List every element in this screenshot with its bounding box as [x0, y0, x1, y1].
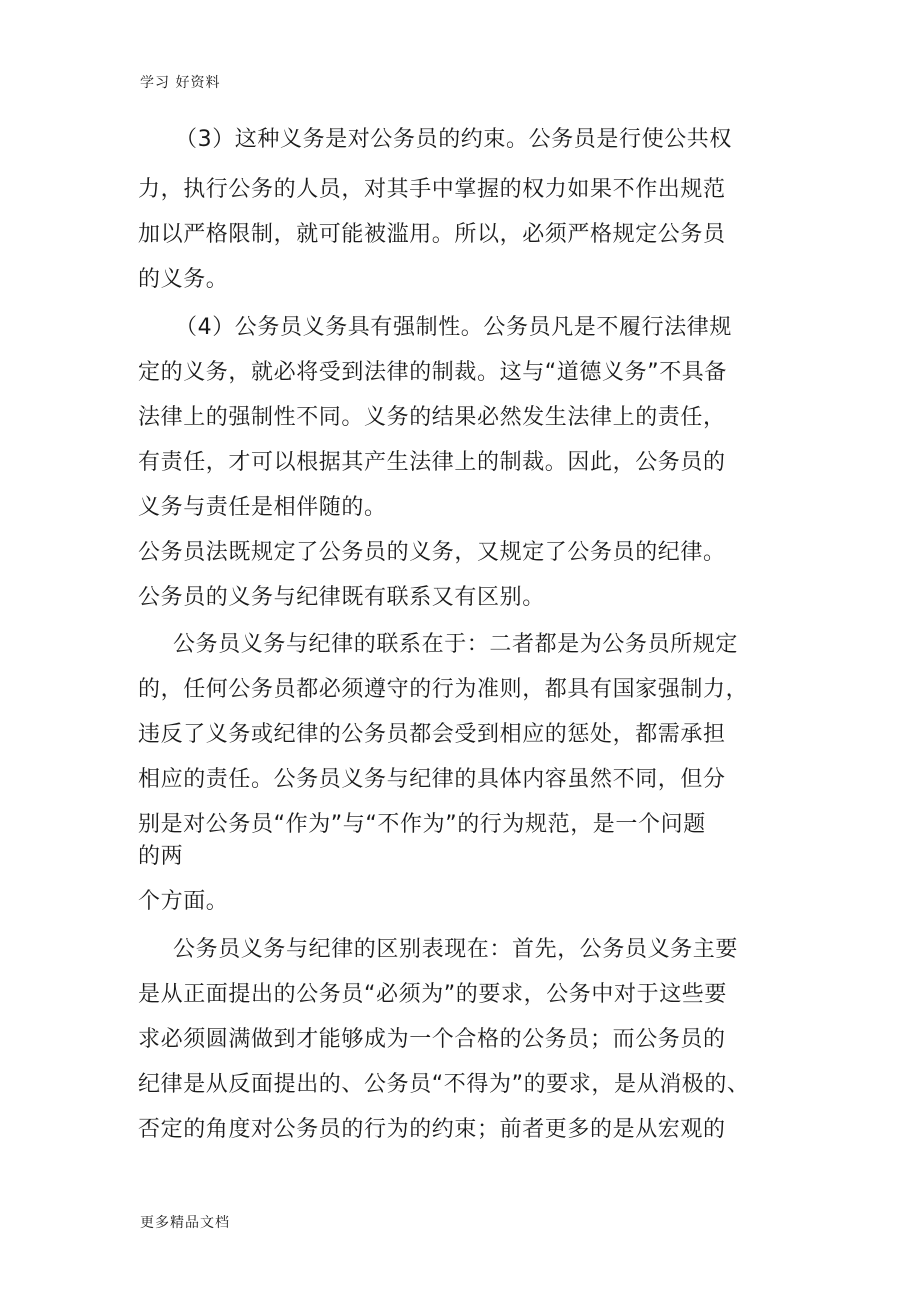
- text-line: 个方面。: [138, 889, 229, 914]
- text-line: 求必须圆满做到才能够成为一个合格的公务员；而公务员的: [138, 1027, 726, 1052]
- page-footer: 更多精品文档: [140, 1215, 230, 1231]
- page-header: 学习 好资料: [140, 75, 221, 91]
- text-line: 是从正面提出的公务员“必须为”的要求，公务中对于这些要: [138, 982, 727, 1007]
- text-line: 定的义务，就必将受到法律的制裁。这与“道德义务”不具备: [138, 360, 727, 385]
- text-line: 违反了义务或纪律的公务员都会受到相应的惩处，都需承担: [138, 722, 726, 747]
- text-line: 公务员的义务与纪律既有联系又有区别。: [138, 585, 545, 610]
- text-line: 公务员义务与纪律的联系在于：二者都是为公务员所规定: [173, 632, 739, 657]
- text-line: 公务员义务与纪律的区别表现在：首先，公务员义务主要: [173, 937, 739, 962]
- text-line: 力，执行公务的人员，对其手中掌握的权力如果不作出规范: [138, 177, 726, 202]
- text-line: 加以严格限制，就可能被滥用。所以，必须严格规定公务员: [138, 222, 726, 247]
- text-line: 纪律是从反面提出的、公务员“不得为”的要求，是从消极的、: [138, 1072, 750, 1097]
- text-line: 公务员法既规定了公务员的义务，又规定了公务员的纪律。: [138, 540, 726, 565]
- text-line: 的，任何公务员都必须遵守的行为准则，都具有国家强制力，: [138, 677, 749, 702]
- text-line: 别是对公务员“作为”与“不作为”的行为规范，是一个问题: [138, 812, 706, 837]
- text-line: 法律上的强制性不同。义务的结果必然发生法律上的责任，: [138, 405, 726, 430]
- text-line: 的义务。: [138, 267, 229, 292]
- text-line: （3）这种义务是对公务员的约束。公务员是行使公共权: [175, 127, 732, 152]
- text-line: 相应的责任。公务员义务与纪律的具体内容虽然不同，但分: [138, 767, 726, 792]
- text-line: 否定的角度对公务员的行为的约束；前者更多的是从宏观的: [138, 1117, 726, 1142]
- text-line: （4）公务员义务具有强制性。公务员凡是不履行法律规: [175, 315, 732, 340]
- text-line: 的两: [138, 844, 184, 869]
- text-line: 义务与责任是相伴随的。: [138, 495, 387, 520]
- text-line: 有责任，才可以根据其产生法律上的制裁。因此，公务员的: [138, 450, 726, 475]
